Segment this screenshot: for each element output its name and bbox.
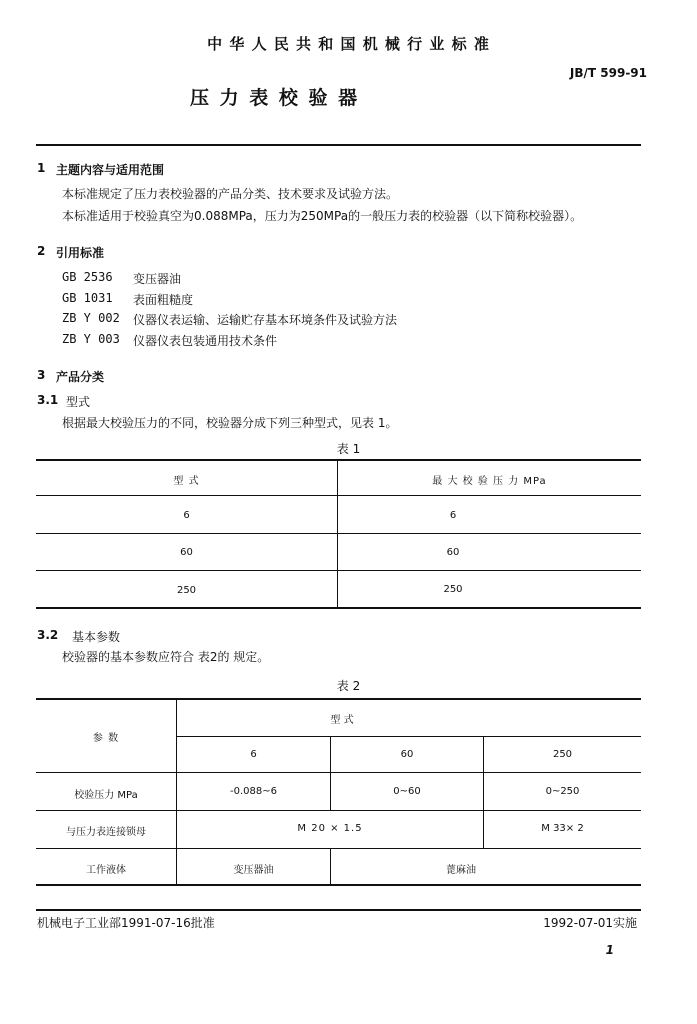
ref-name: 仪器仪表运输、运输贮存基本环境条件及试验方法 xyxy=(133,313,398,327)
table-cell: 0~250 xyxy=(545,786,580,797)
ref-code: GB 1031 xyxy=(62,291,113,305)
table-cell: 6 xyxy=(183,510,190,521)
section-1-para-1: 本标准规定了压力表校验器的产品分类、技术要求及试验方法。 xyxy=(62,187,399,201)
table-2-top-rule xyxy=(36,698,641,700)
table-1-row-rule xyxy=(36,495,641,496)
table-2-row-label-nut: 与压力表连接锁母 xyxy=(66,827,146,838)
ref-name: 仪器仪表包装通用技术条件 xyxy=(133,334,278,348)
ref-name: 变压器油 xyxy=(133,272,182,286)
table-2-row-rule xyxy=(36,810,641,811)
section-2-number: 2 xyxy=(37,244,46,258)
table-1-header-pressure: 最 大 校 验 压 力 MPa xyxy=(432,476,547,487)
section-3-1-number: 3.1 xyxy=(37,393,59,407)
table-cell: 蓖麻油 xyxy=(446,865,476,876)
section-3-2-para: 校验器的基本参数应符合 表2的 规定。 xyxy=(62,650,270,664)
header-divider xyxy=(36,144,641,146)
standard-org-title: 中 华 人 民 共 和 国 机 械 行 业 标 准 xyxy=(207,35,490,53)
page-number: 1 xyxy=(605,943,614,957)
implementation-date: 1992-07-01实施 xyxy=(543,916,637,930)
section-1-title: 主题内容与适用范围 xyxy=(56,163,165,177)
table-2-row-rule xyxy=(36,772,641,773)
table-2-type-cell: 6 xyxy=(250,749,257,760)
ref-name: 表面粗糙度 xyxy=(133,293,194,307)
table-2-type-cell: 250 xyxy=(552,749,573,760)
table-cell: 250 xyxy=(176,585,197,596)
section-1-number: 1 xyxy=(37,161,46,175)
table-1-bottom-rule xyxy=(36,607,641,609)
standard-code: JB/T 599-91 xyxy=(569,66,647,80)
table-cell: 250 xyxy=(443,584,463,595)
table-2-param-header: 参 数 xyxy=(92,733,120,744)
section-3-2-title: 基本参数 xyxy=(72,630,121,644)
section-3-2-number: 3.2 xyxy=(37,628,59,642)
table-1-row-rule xyxy=(36,570,641,571)
section-3-1-title: 型式 xyxy=(66,395,91,409)
section-2-title: 引用标准 xyxy=(56,246,105,260)
table-cell: M 20 × 1.5 xyxy=(297,823,363,834)
table-cell: 0~60 xyxy=(393,786,421,797)
ref-code: ZB Y 002 xyxy=(62,311,120,325)
table-2-row-label-fluid: 工作液体 xyxy=(86,865,126,876)
document-title: 压 力 表 校 验 器 xyxy=(190,87,360,109)
section-3-1-para: 根据最大校验压力的不同，校验器分成下列三种型式，见表 1。 xyxy=(62,416,398,430)
table-cell: 6 xyxy=(449,510,457,521)
section-1-para-2: 本标准适用于校验真空为0.088MPa，压力为250MPa的一般压力表的校验器（以下简称校验器）。 xyxy=(62,209,583,223)
table-2-caption: 表 2 xyxy=(336,679,361,693)
table-cell: 60 xyxy=(446,547,460,558)
table-1-caption: 表 1 xyxy=(336,442,361,456)
ref-code: ZB Y 003 xyxy=(62,332,120,346)
section-3-title: 产品分类 xyxy=(56,370,105,384)
approval-date: 机械电子工业部1991-07-16批准 xyxy=(37,916,215,930)
table-1-header-type: 型 式 xyxy=(173,476,200,487)
footer-divider xyxy=(36,909,641,911)
table-1-top-rule xyxy=(36,459,641,461)
table-2-type-header: 型 式 xyxy=(330,715,354,726)
table-2-row-label-pressure: 校验压力 MPa xyxy=(74,790,138,801)
table-2-type-cell: 60 xyxy=(400,749,414,760)
section-3-number: 3 xyxy=(37,368,46,382)
table-cell: 60 xyxy=(180,547,193,558)
ref-code: GB 2536 xyxy=(62,270,113,284)
table-cell: 变压器油 xyxy=(233,865,274,876)
table-2-row-rule xyxy=(176,736,641,737)
table-1-row-rule xyxy=(36,533,641,534)
table-cell: -0.088~6 xyxy=(230,786,277,797)
table-cell: M 33× 2 xyxy=(541,823,584,834)
table-2-row-rule xyxy=(36,848,641,849)
table-2-bottom-rule xyxy=(36,884,641,886)
